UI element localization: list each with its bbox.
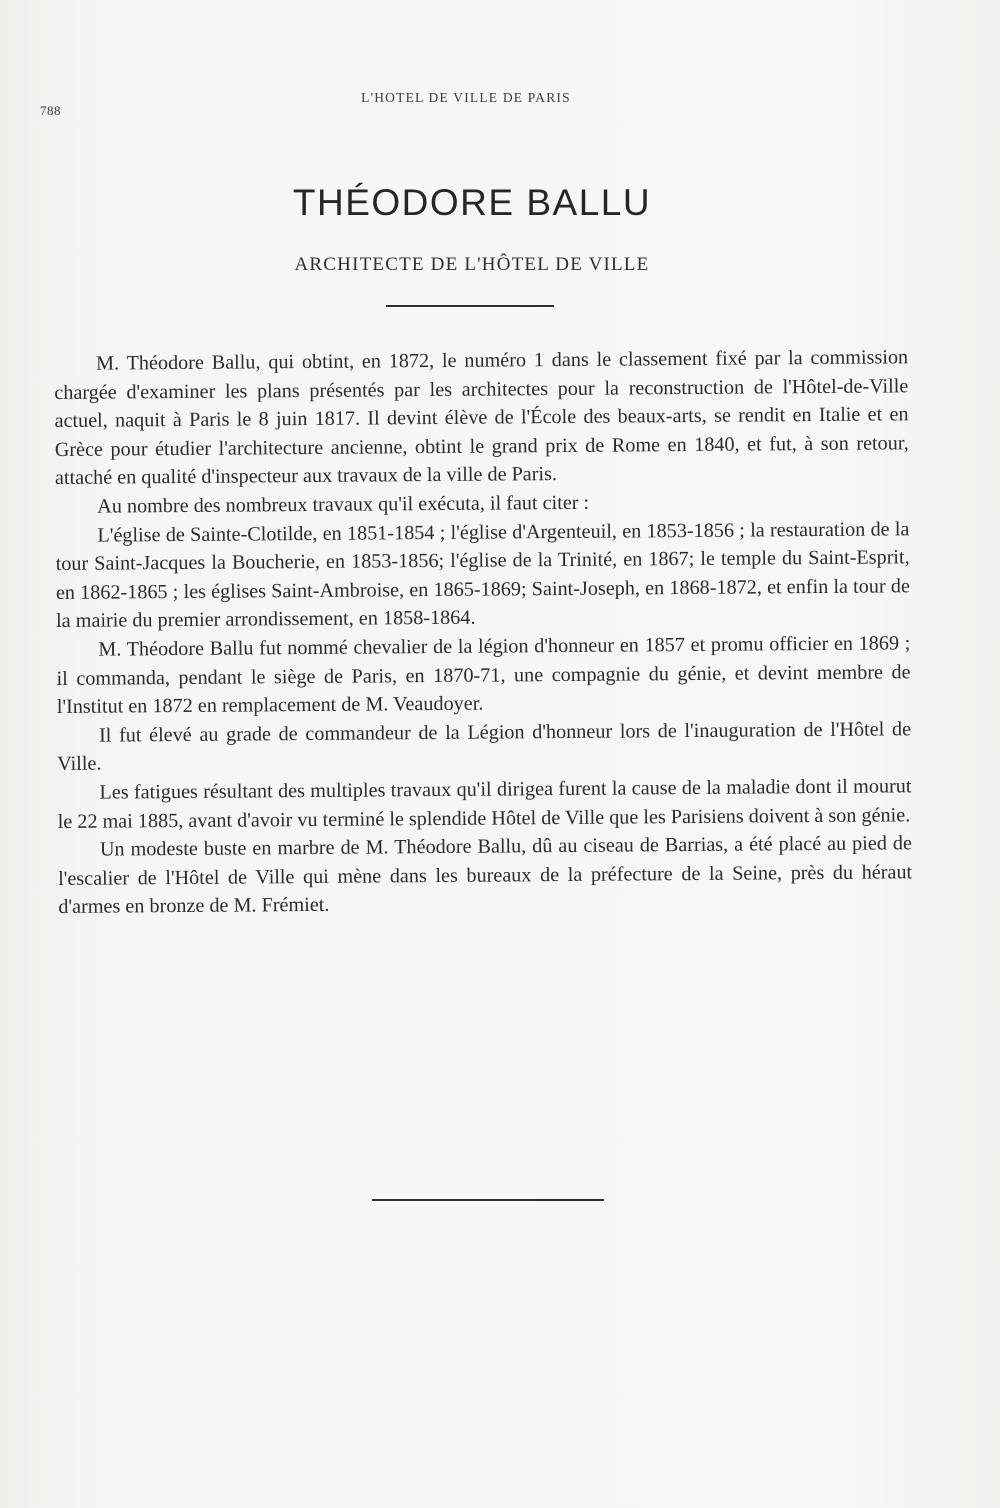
article-body: [54, 343, 912, 922]
paragraph: Il fut élevé au grade de commandeur de la Légion d'honneur lors de l'inauguration de l'Hôtel de Ville.: [57, 717, 912, 776]
running-head: L'HOTEL DE VILLE DE PARIS: [361, 90, 571, 105]
end-divider: [372, 1199, 604, 1201]
paragraph: L'église de Sainte-Clotilde, en 1851-1854 ; l'église d'Argenteuil, en 1853-1856 ; la restauration de la tour Saint-Jacques la Boucherie, en 1853-1856; l'église de la Trinité, en 1867; le temple du Saint-Esprit, en 1862-1865 ; les églises Saint-Ambroise, en 1865-1869; Saint-Joseph, en 1868-1872, et enfin la tour de la mairie du premier arrondissement, en 1858-1864.: [55, 517, 910, 633]
page-number: 788: [40, 103, 61, 118]
article-title: THÉODORE BALLU: [292, 182, 652, 223]
title-divider: [386, 305, 554, 307]
paragraph: Les fatigues résultant des multiples travaux qu'il dirigea furent la cause de la maladie dont il mourut le 22 mai 1885, avant d'avoir vu terminé le splendide Hôtel de Ville que les Parisiens doivent à son génie.: [57, 775, 912, 833]
article-subtitle: ARCHITECTE DE L'HÔTEL DE VILLE: [294, 254, 650, 275]
paragraph: Au nombre des nombreux travaux qu'il exécuta, il faut citer :: [97, 491, 590, 518]
paragraph: M. Théodore Ballu fut nommé chevalier de la légion d'honneur en 1857 et promu officier en 1869 ; il commanda, pendant le siège de Paris, en 1870-71, une compagnie du génie, et devint membre de l'Institut en 1872 en remplacement de M. Veaudoyer.: [56, 632, 911, 719]
paragraph: Un modeste buste en marbre de M. Théodore Ballu, dû au ciseau de Barrias, a été placé au pied de l'escalier de l'Hôtel de Ville qui mène dans les bureaux de la préfecture de la Seine, près du héraut d'armes en bronze de M. Frémiet.: [58, 832, 913, 919]
paragraph: M. Théodore Ballu, qui obtint, en 1872, le numéro 1 dans le classement fixé par la commission chargée d'examiner les plans présentés par les architectes pour la reconstruction de l'Hôtel-de-Ville actuel, naquit à Paris le 8 juin 1817. Il devint élève de l'École des beaux-arts, se rendit en Italie et en Grèce pour étudier l'architecture ancienne, obtint le grand prix de Rome en 1840, et fut, à son retour, attaché en qualité d'inspecteur aux travaux de la ville de Paris.: [54, 346, 909, 490]
